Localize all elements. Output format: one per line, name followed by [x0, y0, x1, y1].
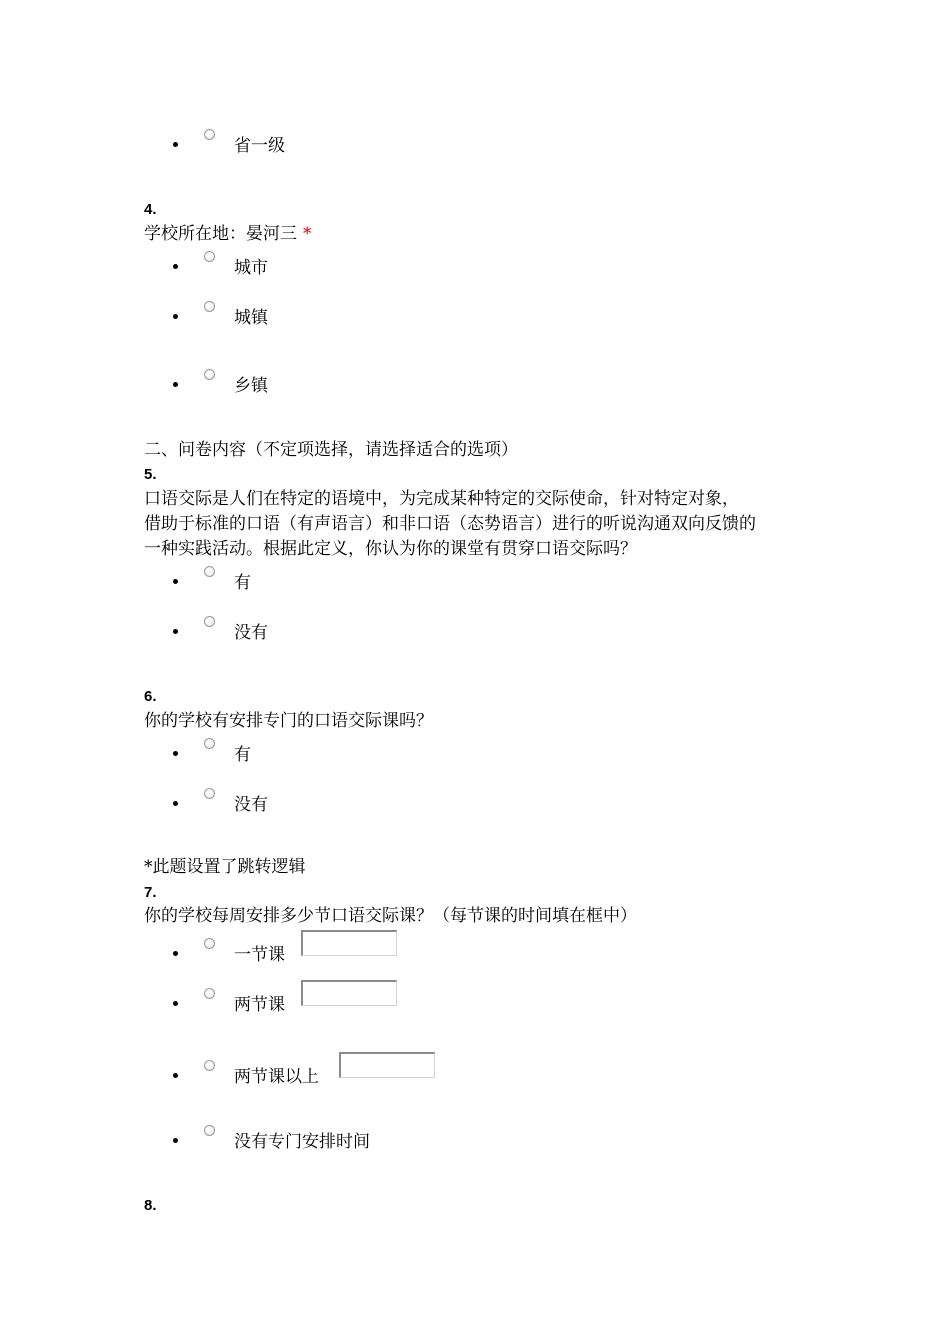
question-text: 你的学校有安排专门的口语交际课吗？	[144, 711, 433, 731]
hours-text-input[interactable]	[301, 980, 397, 1006]
radio-button-icon[interactable]	[204, 938, 215, 949]
option-label: 有	[234, 745, 251, 765]
bullet-icon	[173, 1001, 178, 1006]
bullet-icon	[173, 142, 178, 147]
radio-button-icon[interactable]	[204, 988, 215, 999]
bullet-icon	[173, 1138, 178, 1143]
question-number: 6.	[144, 688, 157, 705]
option-label: 一节课	[234, 945, 285, 965]
option-label: 两节课	[234, 995, 285, 1015]
question-number: 8.	[144, 1197, 157, 1214]
radio-button-icon[interactable]	[204, 301, 215, 312]
bullet-icon	[173, 314, 178, 319]
radio-button-icon[interactable]	[204, 369, 215, 380]
option-label: 没有专门安排时间	[234, 1132, 370, 1152]
bullet-icon	[173, 629, 178, 634]
radio-button-icon[interactable]	[204, 251, 215, 262]
bullet-icon	[173, 579, 178, 584]
question-number: 7.	[144, 884, 157, 901]
option-label: 有	[234, 573, 251, 593]
bullet-icon	[173, 801, 178, 806]
bullet-icon	[173, 1073, 178, 1078]
question-number: 5.	[144, 466, 157, 483]
question-text	[144, 222, 312, 247]
question-text-line: 借助于标准的口语（有声语言）和非口语（态势语言）进行的听说沟通双向反馈的	[144, 514, 756, 534]
option-label: 城镇	[234, 308, 268, 328]
jump-logic-note: *此题设置了跳转逻辑	[144, 857, 306, 877]
radio-button-icon[interactable]	[204, 788, 215, 799]
question-text: 你的学校每周安排多少节口语交际课？（每节课的时间填在框中）	[144, 906, 637, 926]
option-label: 省一级	[234, 136, 285, 156]
radio-button-icon[interactable]	[204, 566, 215, 577]
question-text-line: 口语交际是人们在特定的语境中，为完成某种特定的交际使命，针对特定对象，	[144, 489, 739, 509]
question-4-text: 学校所在地：晏河三	[144, 224, 297, 244]
radio-button-icon[interactable]	[204, 1125, 215, 1136]
radio-button-icon[interactable]	[204, 738, 215, 749]
bullet-icon	[173, 751, 178, 756]
option-label: 两节课以上	[234, 1067, 319, 1087]
hours-text-input[interactable]	[301, 930, 397, 956]
radio-button-icon[interactable]	[204, 129, 215, 140]
question-number: 4.	[144, 201, 157, 218]
option-label: 没有	[234, 795, 268, 815]
bullet-icon	[173, 382, 178, 387]
bullet-icon	[173, 951, 178, 956]
radio-button-icon[interactable]	[204, 616, 215, 627]
option-label: 乡镇	[234, 376, 268, 396]
hours-text-input[interactable]	[339, 1052, 435, 1078]
option-label: 没有	[234, 623, 268, 643]
question-text-line: 一种实践活动。根据此定义，你认为你的课堂有贯穿口语交际吗？	[144, 539, 637, 559]
required-mark: *	[303, 224, 312, 244]
bullet-icon	[173, 264, 178, 269]
radio-button-icon[interactable]	[204, 1060, 215, 1071]
option-label: 城市	[234, 258, 268, 278]
section-title: 二、问卷内容（不定项选择，请选择适合的选项）	[144, 440, 518, 460]
